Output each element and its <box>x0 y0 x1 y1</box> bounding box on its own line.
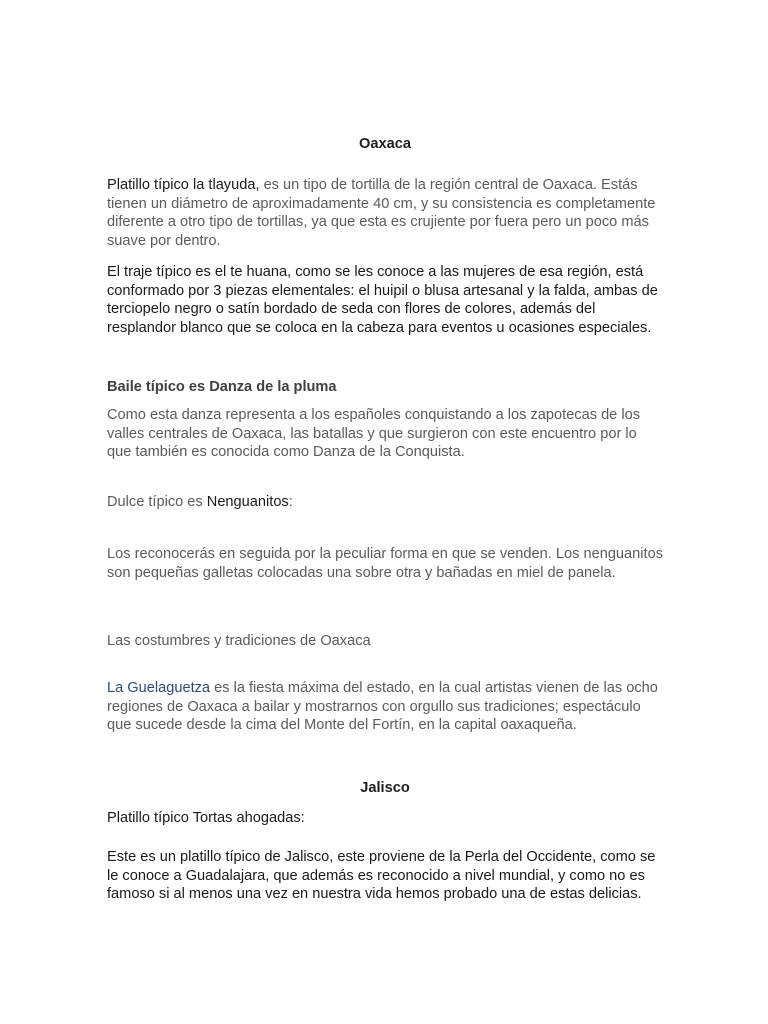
oaxaca-dance-heading: Baile típico es Danza de la pluma <box>107 379 337 395</box>
oaxaca-sweet-name: Nenguanitos <box>206 494 289 510</box>
oaxaca-dish-lead: Platillo típico la tlayuda, <box>107 177 260 193</box>
oaxaca-sweet-heading <box>107 493 663 512</box>
oaxaca-costume-paragraph: El traje típico es el te huana, como se les conoce a las mujeres de esa región, está conformado por 3 piezas elementales: el huipil o blusa artesanal y la falda, ambas de terciopelo negro o satín bordado de seda con flores de colores, además del resplandor blanco que se coloca en la cabeza para eventos u ocasiones especiales. <box>107 264 658 337</box>
jalisco-dish-heading: Platillo típico Tortas ahogadas: <box>107 810 305 826</box>
guelaguetza-link[interactable]: La Guelaguetza <box>107 680 211 696</box>
oaxaca-sweet-paragraph: Los reconocerás en seguida por la peculiar forma en que se venden. Los nenguanitos son pequeñas galletas colocadas una sobre otra y bañadas en miel de panela. <box>107 546 663 581</box>
oaxaca-sweet-colon: : <box>288 494 293 510</box>
oaxaca-traditions-heading: Las costumbres y tradiciones de Oaxaca <box>107 633 371 649</box>
oaxaca-traditions-paragraph <box>107 679 663 735</box>
oaxaca-dish-paragraph <box>107 176 663 251</box>
oaxaca-sweet-lead: Dulce típico es <box>107 494 207 510</box>
jalisco-dish-paragraph: Este es un platillo típico de Jalisco, este proviene de la Perla del Occidente, como se le conoce a Guadalajara, que además es reconocido a nivel mundial, y como no es famoso si al menos una vez en nuestra vida hemos probado una de estas delicias. <box>107 849 656 903</box>
jalisco-title: Jalisco <box>360 780 410 796</box>
oaxaca-traditions-text: es la fiesta máxima del estado, en la cual artistas vienen de las ocho regiones de Oaxaca a bailar y mostrarnos con orgullo sus tradiciones; espectáculo que sucede desde la cima del Monte del Fortín, en la capital oaxaqueña. <box>107 680 658 734</box>
oaxaca-dance-paragraph: Como esta danza representa a los españoles conquistando a los zapotecas de los valles centrales de Oaxaca, las batallas y que surgieron con este encuentro por lo que también es conocida como Danza de la Conquista. <box>107 407 641 461</box>
oaxaca-dish-text: es un tipo de tortilla de la región central de Oaxaca. Estás tienen un diámetro de aproximadamente 40 cm, y su consistencia es completamente diferente a otro tipo de tortillas, ya que esta es crujiente por fuera pero un poco más suave por dentro. <box>107 177 656 250</box>
oaxaca-title: Oaxaca <box>359 136 411 152</box>
